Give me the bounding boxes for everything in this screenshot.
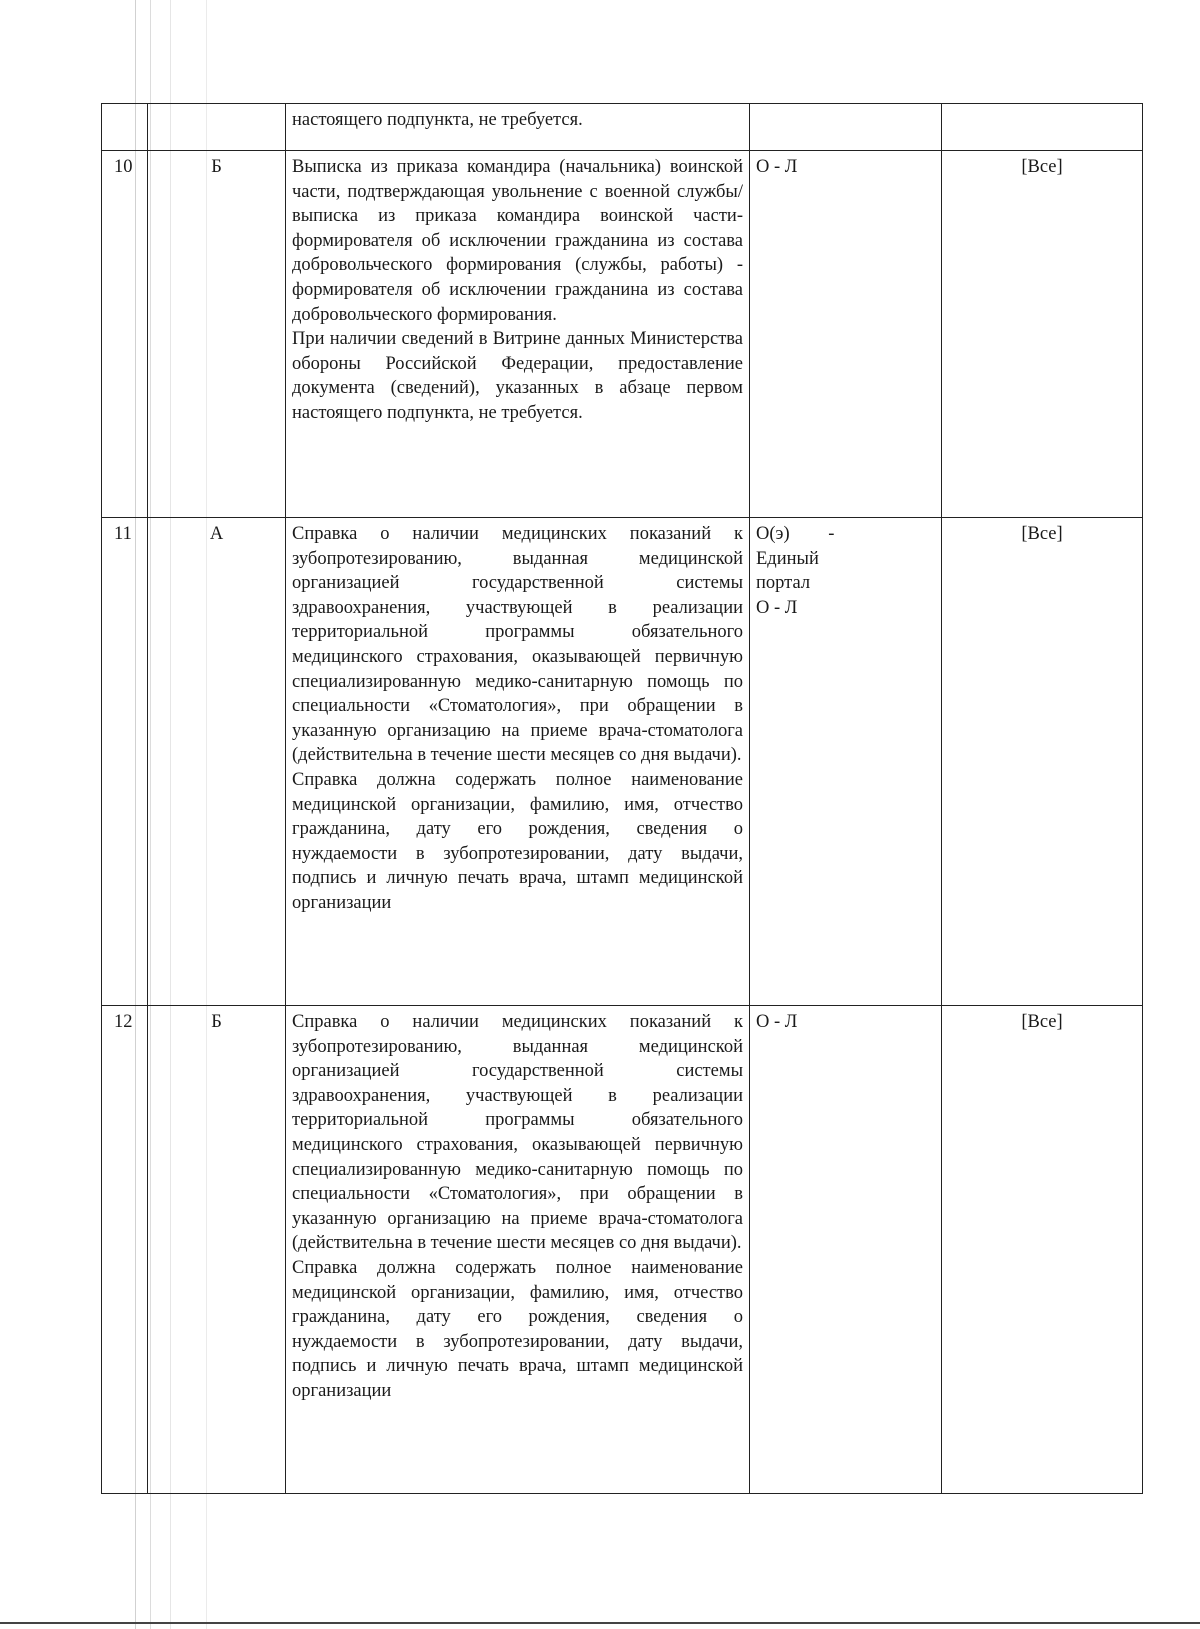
submission-way-line: О - Л — [756, 597, 798, 618]
document-cell — [286, 1006, 750, 1494]
submission-way-line: О(э) - Единый — [756, 524, 835, 569]
submission-way-line: портал — [756, 573, 811, 594]
row-number-cell: 12 — [102, 1006, 148, 1494]
document-paragraph: При наличии сведений в Витрине данных Министерства обороны Российской Федерации, предоставление документа (сведений), указанных в абзаце первом настоящего подпункта, не требуется. — [292, 329, 743, 423]
table-row — [102, 104, 1143, 151]
document-cell — [286, 151, 750, 518]
document-paragraph: Справка должна содержать полное наименование медицинской организации, фамилию, имя, отчество гражданина, дату его рождения, сведения о нуждаемости в зубопротезировании, дату выдачи, подпись и личную печать врача, штамп медицинской организации — [292, 1257, 743, 1401]
category-cell: Б — [148, 1006, 286, 1494]
scope-cell: [Все] — [942, 151, 1143, 518]
table-row — [102, 1006, 1143, 1494]
scope-cell: [Все] — [942, 1006, 1143, 1494]
table-row — [102, 151, 1143, 518]
category-cell — [148, 104, 286, 151]
documents-table — [101, 103, 1143, 1494]
row-number-cell — [102, 104, 148, 151]
document-paragraph: Справка о наличии медицинских показаний к зубопротезированию, выданная медицинской организацией государственной системы здравоохранения, участвующей в реализации территориальной программы обязательного медицинского страхования, оказывающей первичную специализированную медико-санитарную помощь по специальности «Стоматология», при обращении в указанную организацию на приеме врача-стоматолога (действительна в течение шести месяцев со дня выдачи). — [292, 524, 743, 766]
document-cell — [286, 518, 750, 1006]
submission-way-line: О - Л — [756, 1012, 798, 1032]
submission-way-cell — [750, 1006, 942, 1494]
document-paragraph: Справка о наличии медицинских показаний к зубопротезированию, выданная медицинской организацией государственной системы здравоохранения, участвующей в реализации территориальной программы обязательного медицинского страхования, оказывающей первичную специализированную медико-санитарную помощь по специальности «Стоматология», при обращении в указанную организацию на приеме врача-стоматолога (действительна в течение шести месяцев со дня выдачи). — [292, 1012, 743, 1254]
submission-way-cell — [750, 104, 942, 151]
row-number-cell: 10 — [102, 151, 148, 518]
category-cell: Б — [148, 151, 286, 518]
scope-cell: [Все] — [942, 518, 1143, 1006]
scope-cell — [942, 104, 1143, 151]
document-paragraph: Справка должна содержать полное наименование медицинской организации, фамилию, имя, отчество гражданина, дату его рождения, сведения о нуждаемости в зубопротезировании, дату выдачи, подпись и личную печать врача, штамп медицинской организации — [292, 769, 743, 913]
scan-bottom-edge — [0, 1622, 1200, 1624]
submission-way-cell — [750, 518, 942, 1006]
category-cell: А — [148, 518, 286, 1006]
document-cell — [286, 104, 750, 151]
submission-way-line: О - Л — [756, 157, 798, 177]
table-row — [102, 518, 1143, 1006]
row-number-cell: 11 — [102, 518, 148, 1006]
submission-way-cell — [750, 151, 942, 518]
document-paragraph: настоящего подпункта, не требуется. — [292, 110, 583, 130]
document-paragraph: Выписка из приказа командира (начальника) воинской части, подтверждающая увольнение с военной службы/выписка из приказа командира воинской части-формирователя об исключении гражданина из состава добровольческого формирования (службы, работы) - формирователя об исключении гражданина из состава добровольческого формирования. — [292, 157, 743, 325]
